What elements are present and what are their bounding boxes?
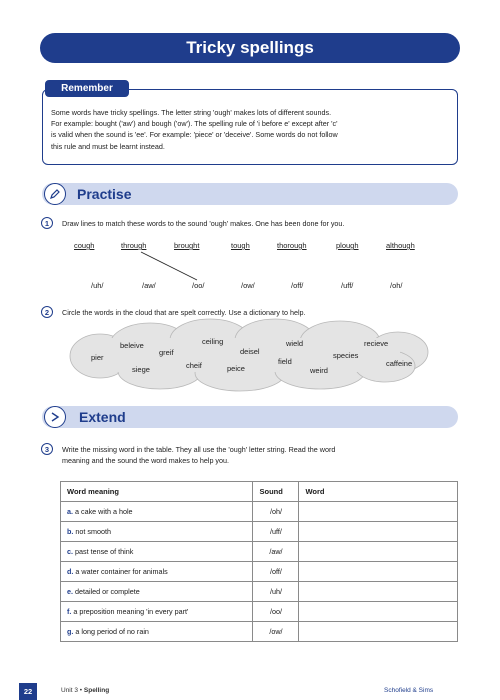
q2-instruction: Circle the words in the cloud that are spelt correctly. Use a dictionary to help. (62, 308, 306, 317)
sound-cell: /off/ (253, 562, 299, 582)
row-letter: a. (67, 507, 73, 516)
sound-label: /oo/ (192, 281, 205, 290)
row-letter: b. (67, 527, 74, 536)
q3-instruction-line: Write the missing word in the table. They all use the 'ough' letter string. Read the word (62, 445, 336, 454)
sound-label: /uff/ (341, 281, 354, 290)
cloud-word[interactable]: weird (310, 366, 328, 375)
meaning-text: a water container for animals (75, 567, 168, 576)
sound-cell: /uff/ (253, 522, 299, 542)
meaning-cell (61, 502, 253, 522)
cloud-word[interactable]: beleive (120, 341, 144, 350)
question-number: 3 (41, 443, 53, 455)
answer-cell[interactable] (299, 522, 458, 542)
q3-instruction-line: meaning and the sound the word makes to help you. (62, 456, 230, 465)
bullet-separator: • (79, 687, 83, 694)
answer-cell[interactable] (299, 622, 458, 642)
cloud-word[interactable]: species (333, 351, 359, 360)
answer-cell[interactable] (299, 542, 458, 562)
sound-label: /oh/ (390, 281, 403, 290)
cloud-word[interactable]: field (278, 357, 292, 366)
sound-cell: /ow/ (253, 622, 299, 642)
cloud-word[interactable]: deisel (240, 347, 260, 356)
answer-cell[interactable] (299, 502, 458, 522)
table-row (61, 582, 458, 602)
sound-cell: /uh/ (253, 582, 299, 602)
row-letter: e. (67, 587, 73, 596)
cloud-word[interactable]: recieve (364, 339, 389, 348)
sound-cell: /oh/ (253, 502, 299, 522)
meaning-cell (61, 622, 253, 642)
meaning-text: a preposition meaning 'in every part' (73, 607, 189, 616)
table-row (61, 602, 458, 622)
cloud-word[interactable]: siege (132, 365, 150, 374)
table-row (61, 522, 458, 542)
meaning-cell (61, 562, 253, 582)
footer-topic: Spelling (83, 687, 110, 694)
column-header: Word meaning (61, 482, 253, 502)
meaning-text: a cake with a hole (75, 507, 133, 516)
remember-line: For example: bought ('aw') and bough ('ow'). The spelling rule of 'i before e' except after 'c' (51, 119, 338, 129)
page-number: 22 (19, 683, 37, 700)
q3-instruction (62, 444, 335, 466)
footer-publisher: Schofield & Sims (384, 687, 434, 694)
remember-label: Remember (45, 80, 129, 97)
sound-label: /off/ (291, 281, 304, 290)
arrow-right-icon (44, 406, 66, 428)
cloud-word[interactable]: cheif (186, 361, 202, 370)
cloud-word[interactable]: ceiling (202, 337, 224, 346)
meaning-cell (61, 602, 253, 622)
row-letter: d. (67, 567, 74, 576)
answer-cell[interactable] (299, 562, 458, 582)
q1-instruction: Draw lines to match these words to the sound 'ough' makes. One has been done for you. (62, 219, 345, 228)
column-header: Sound (253, 482, 299, 502)
match-word: although (386, 241, 415, 250)
match-word: brought (174, 241, 200, 250)
match-word: thorough (277, 241, 307, 250)
sound-cell: /oo/ (253, 602, 299, 622)
match-word: plough (336, 241, 359, 250)
page-title: Tricky spellings (40, 33, 460, 63)
column-header: Word (299, 482, 458, 502)
remember-line: is valid when the sound is 'ee'. For example: 'piece' or 'deceive'. Some words do not follow (51, 130, 338, 140)
sound-label: /ow/ (241, 281, 255, 290)
match-word: tough (231, 241, 250, 250)
footer-unit (61, 687, 109, 694)
cloud-word[interactable]: peice (227, 364, 245, 373)
table-row (61, 622, 458, 642)
table-row (61, 562, 458, 582)
sound-cell: /aw/ (253, 542, 299, 562)
match-word: cough (74, 241, 95, 250)
answer-cell[interactable] (299, 602, 458, 622)
remember-line: Some words have tricky spellings. The letter string 'ough' makes lots of different sounds. (51, 108, 332, 117)
table-row (61, 502, 458, 522)
sound-label: /aw/ (142, 281, 156, 290)
remember-line: this rule and must be learnt instead. (51, 141, 165, 151)
row-letter: f. (67, 607, 72, 616)
meaning-cell (61, 582, 253, 602)
row-letter: c. (67, 547, 73, 556)
meaning-cell (61, 522, 253, 542)
sound-label: /uh/ (91, 281, 104, 290)
footer-unit-label: Unit 3 (61, 687, 78, 694)
answer-cell[interactable] (299, 582, 458, 602)
meaning-text: not smooth (75, 527, 111, 536)
practise-heading: Practise (77, 186, 132, 202)
match-word: through (121, 241, 147, 250)
table-row (61, 542, 458, 562)
meaning-text: detailed or complete (75, 587, 140, 596)
row-letter: g. (67, 627, 74, 636)
cloud-word[interactable]: caffeine (386, 359, 413, 368)
extend-heading: Extend (79, 409, 126, 425)
table-header-row (61, 482, 458, 502)
question-number: 2 (41, 306, 53, 318)
question-number: 1 (41, 217, 53, 229)
meaning-text: past tense of think (75, 547, 134, 556)
word-table (60, 481, 458, 642)
meaning-cell (61, 542, 253, 562)
cloud-word[interactable]: wield (286, 339, 304, 348)
cloud-word[interactable]: pier (91, 353, 104, 362)
meaning-text: a long period of no rain (75, 627, 149, 636)
cloud-word[interactable]: greif (159, 348, 174, 357)
